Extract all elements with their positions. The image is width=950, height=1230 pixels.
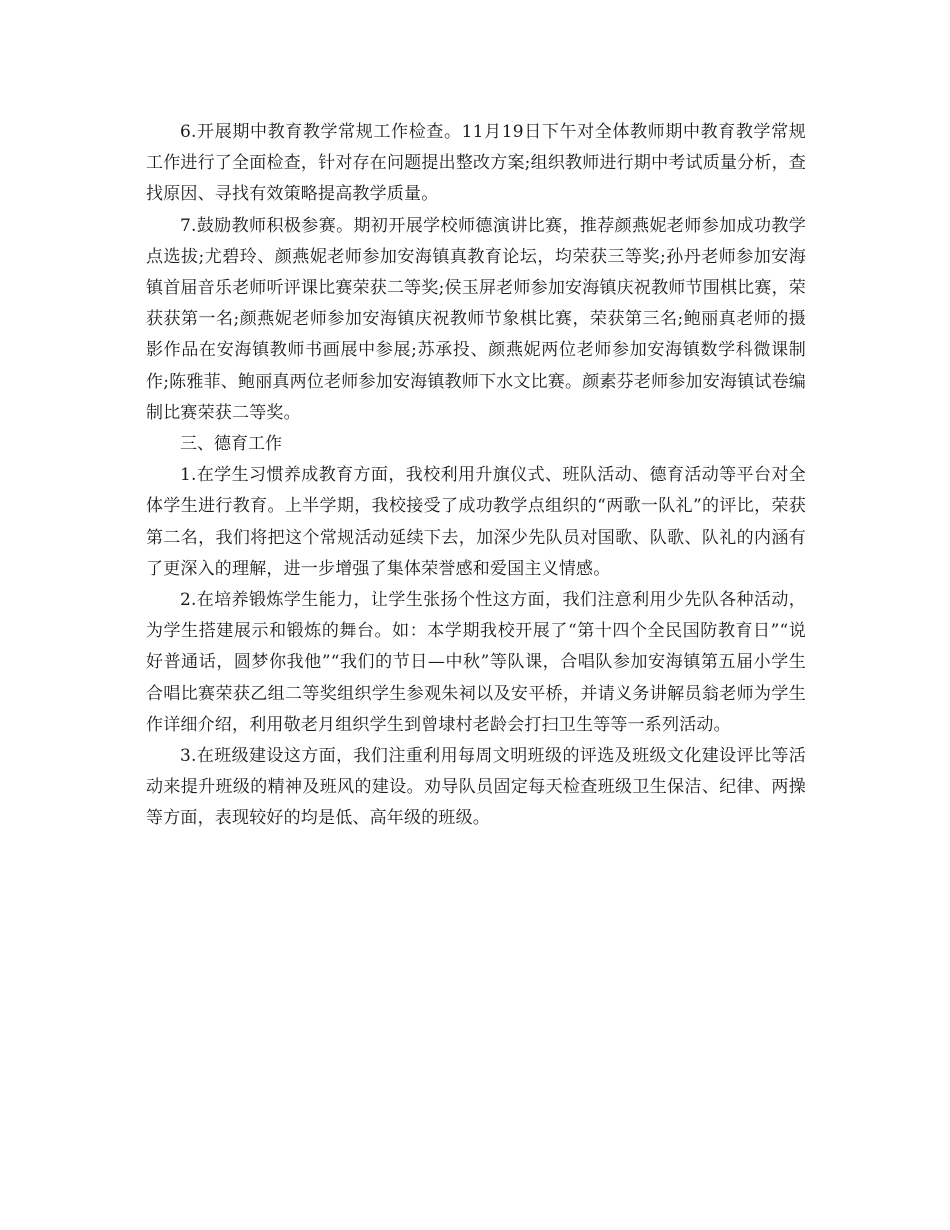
section-heading-moral-education: 三、德育工作 (180, 434, 282, 455)
paragraph-moral-2: 2.在培养锻炼学生能力，让学生张扬个性这方面，我们注意利用少先队各种活动，为学生搭建展示和锻炼的舞台。如：本学期我校开展了“第十四个全民国防教育日”“说好普通话，圆梦你我他”“我们的节日—中秋”等队课，合唱队参加安海镇第五届小学生合唱比赛荣获乙组二等奖组织学生参观朱祠以及安平桥，并请义务讲解员翁老师为学生作详细介绍，利用敬老月组织学生到曾埭村老龄会打扫卫生等等一系列活动。 (146, 590, 806, 735)
paragraph-moral-3: 3.在班级建设这方面，我们注重利用每周文明班级的评选及班级文化建设评比等活动来提升班级的精神及班风的建设。劝导队员固定每天检查班级卫生保洁、纪律、两操等方面，表现较好的均是低、高年级的班级。 (146, 746, 806, 829)
paragraph-item-6: 6.开展期中教育教学常规工作检查。11月19日下午对全体教师期中教育教学常规工作进行了全面检查，针对存在问题提出整改方案;组织教师进行期中考试质量分析，查找原因、寻找有效策略提高教学质量。 (146, 122, 806, 205)
paragraph-moral-1: 1.在学生习惯养成教育方面，我校利用升旗仪式、班队活动、德育活动等平台对全体学生进行教育。上半学期，我校接受了成功教学点组织的“两歌一队礼”的评比，荣获第二名，我们将把这个常规活动延续下去，加深少先队员对国歌、队歌、队礼的内涵有了更深入的理解，进一步增强了集体荣誉感和爱国主义情感。 (146, 465, 806, 579)
paragraph-item-7: 7.鼓励教师积极参赛。期初开展学校师德演讲比赛，推荐颜燕妮老师参加成功教学点选拔;尤碧玲、颜燕妮老师参加安海镇真教育论坛，均荣获三等奖;孙丹老师参加安海镇首届音乐老师听评课比赛荣获二等奖;侯玉屏老师参加安海镇庆祝教师节围棋比赛，荣获获第一名;颜燕妮老师参加安海镇庆祝教师节象棋比赛，荣获第三名;鲍丽真老师的摄影作品在安海镇教师书画展中参展;苏承投、颜燕妮两位老师参加安海镇数学科微课制作;陈雅菲、鲍丽真两位老师参加安海镇教师下水文比赛。颜素芬老师参加安海镇试卷编制比赛荣获二等奖。 (146, 215, 806, 423)
document-page (146, 117, 806, 835)
